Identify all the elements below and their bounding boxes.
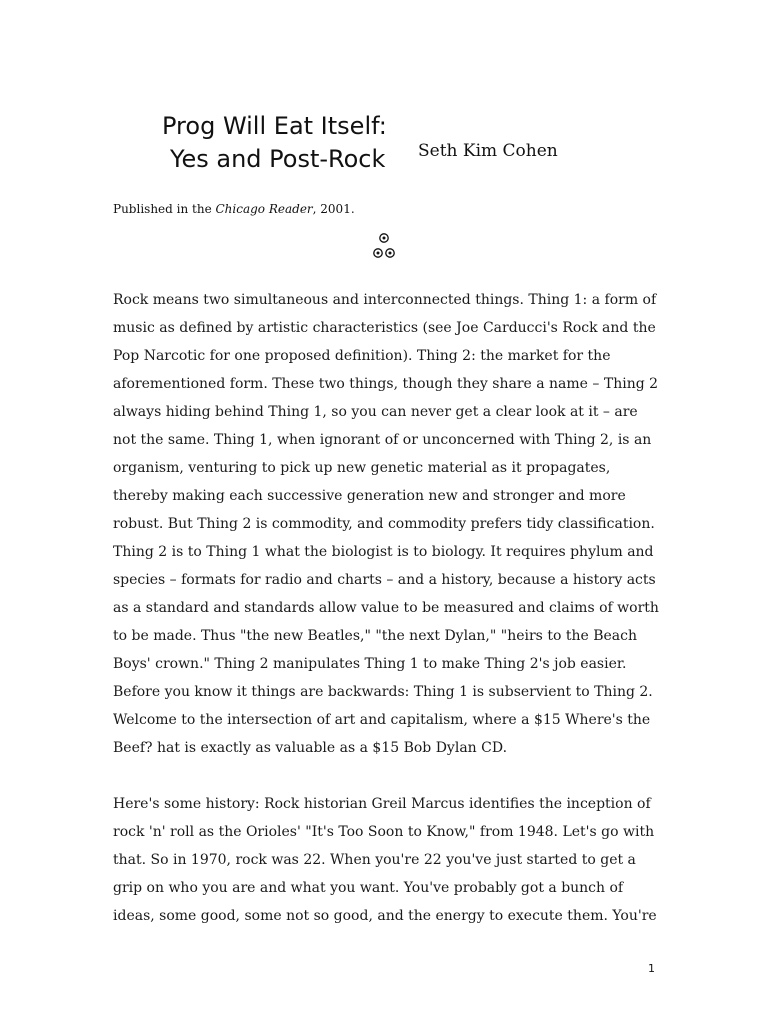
publication-source: Chicago Reader xyxy=(215,202,313,216)
author-name: Seth Kim Cohen xyxy=(418,141,558,161)
paragraph: Rock means two simultaneous and interconnected things. Thing 1: a form of music as defined by artistic characteristics (see Joe Carducci's Rock and the Pop Narcotic for one proposed definition). Thing 2: the market for the aforementioned form. These two things, though they share a name – Thing 2 always hiding behind Thing 1, so you can never get a clear look at it – are not the same. Thing 1, when ignorant of or unconcerned with Thing 2, is an organism, venturing to pick up new genetic material as it propagates, thereby making each successive generation new and stronger and more robust. But Thing 2 is commodity, and commodity prefers tidy classification. Thing 2 is to Thing 1 what the biologist is to biology. It requires phylum and species – formats for radio and charts – and a history, because a history acts as a standard and standards allow value to be measured and claims of worth to be made. Thus "the new Beatles," "the next Dylan," "heirs to the Beach Boys' crown." Thing 2 manipulates Thing 1 to make Thing 2's job easier. Before you know it things are backwards: Thing 1 is subservient to Thing 2. Welcome to the intersection of art and capitalism, where a $15 Where's the Beef? hat is exactly as valuable as a $15 Bob Dylan CD. xyxy=(113,292,659,756)
title-line-1: Prog Will Eat Itself: xyxy=(162,112,387,140)
publication-note xyxy=(113,202,355,216)
paragraph: Here's some history: Rock historian Greil Marcus identifies the inception of rock 'n' roll as the Orioles' "It's Too Soon to Know," from 1948. Let's go with that. So in 1970, rock was 22. When you're 22 you've just started to get a grip on who you are and what you want. You've probably got a bunch of ideas, some good, some not so good, and the energy to execute them. You're xyxy=(113,796,657,924)
title-line-2: Yes and Post-Rock xyxy=(170,145,386,173)
article-body xyxy=(113,286,663,958)
publication-suffix: , 2001. xyxy=(312,202,355,216)
publication-prefix: Published in the xyxy=(113,202,216,216)
page-number: 1 xyxy=(648,962,655,975)
three-circles-divider-icon xyxy=(372,232,396,260)
article-title xyxy=(162,110,387,176)
